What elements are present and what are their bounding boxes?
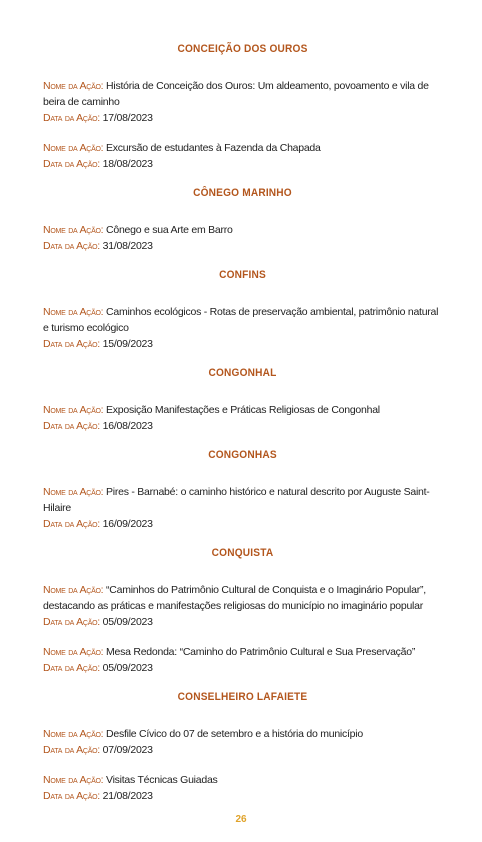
- action-name: Desfile Cívico do 07 de setembro e a história do município: [106, 728, 363, 740]
- action-date: 31/08/2023: [102, 240, 153, 252]
- action-date: 17/08/2023: [102, 112, 153, 124]
- action-item: [43, 582, 442, 630]
- action-date-label: Data da Ação:: [43, 616, 100, 628]
- action-date: 21/08/2023: [102, 790, 153, 802]
- section-congonhas: [43, 448, 442, 532]
- action-date-label: Data da Ação:: [43, 790, 100, 802]
- action-item: [43, 644, 442, 676]
- action-name: História de Conceição dos Ouros: Um aldeamento, povoamento e vila de beira de caminho: [43, 80, 429, 108]
- action-date: 07/09/2023: [102, 744, 153, 756]
- section-confins: [43, 268, 442, 352]
- action-name: Excursão de estudantes à Fazenda da Chapada: [106, 142, 321, 154]
- action-date: 05/09/2023: [102, 662, 153, 674]
- action-date: 15/09/2023: [102, 338, 153, 350]
- action-date: 16/08/2023: [102, 420, 153, 432]
- action-item: [43, 484, 442, 532]
- action-name-label: Nome da Ação:: [43, 584, 104, 596]
- action-name: Caminhos ecológicos - Rotas de preservação ambiental, patrimônio natural e turismo ecológico: [43, 306, 439, 334]
- action-name: Mesa Redonda: “Caminho do Patrimônio Cultural e Sua Preservação”: [106, 646, 416, 658]
- action-name-label: Nome da Ação:: [43, 486, 104, 498]
- action-item: [43, 726, 442, 758]
- action-date-label: Data da Ação:: [43, 744, 100, 756]
- action-item: [43, 78, 442, 126]
- action-name-label: Nome da Ação:: [43, 224, 104, 236]
- city-heading: CONFINS: [219, 269, 266, 281]
- action-date-label: Data da Ação:: [43, 662, 100, 674]
- action-item: [43, 222, 442, 254]
- document-body: [43, 42, 442, 818]
- action-date-label: Data da Ação:: [43, 112, 100, 124]
- action-date-label: Data da Ação:: [43, 240, 100, 252]
- section-conego-marinho: [43, 186, 442, 254]
- action-name: Visitas Técnicas Guiadas: [106, 774, 218, 786]
- action-name: Pires - Barnabé: o caminho histórico e natural descrito por Auguste Saint-Hilaire: [43, 486, 430, 514]
- city-heading: CÔNEGO MARINHO: [193, 187, 292, 199]
- action-date: 16/09/2023: [102, 518, 153, 530]
- action-name-label: Nome da Ação:: [43, 142, 104, 154]
- action-name-label: Nome da Ação:: [43, 728, 104, 740]
- city-heading: CONCEIÇÃO DOS OUROS: [177, 43, 308, 55]
- section-conquista: [43, 546, 442, 676]
- action-name: Exposição Manifestações e Práticas Religiosas de Congonhal: [106, 404, 380, 416]
- action-name-label: Nome da Ação:: [43, 774, 104, 786]
- section-conceicao-dos-ouros: [43, 42, 442, 172]
- action-item: [43, 140, 442, 172]
- section-congonhal: [43, 366, 442, 434]
- action-name: Cônego e sua Arte em Barro: [106, 224, 233, 236]
- action-name-label: Nome da Ação:: [43, 306, 104, 318]
- city-heading: CONGONHAL: [208, 367, 277, 379]
- action-date-label: Data da Ação:: [43, 338, 100, 350]
- action-date-label: Data da Ação:: [43, 420, 100, 432]
- action-item: [43, 402, 442, 434]
- action-name-label: Nome da Ação:: [43, 80, 104, 92]
- page-number: 26: [235, 814, 247, 825]
- city-heading: CONSELHEIRO LAFAIETE: [177, 691, 308, 703]
- action-date-label: Data da Ação:: [43, 158, 100, 170]
- action-date: 05/09/2023: [102, 616, 153, 628]
- action-name-label: Nome da Ação:: [43, 404, 104, 416]
- city-heading: CONGONHAS: [208, 449, 277, 461]
- action-name-label: Nome da Ação:: [43, 646, 104, 658]
- city-heading: CONQUISTA: [211, 547, 274, 559]
- action-name: “Caminhos do Patrimônio Cultural de Conquista e o Imaginário Popular”, destacando as práticas e manifestações religiosas do município no imaginário popular: [43, 584, 426, 612]
- action-date: 18/08/2023: [102, 158, 153, 170]
- action-date-label: Data da Ação:: [43, 518, 100, 530]
- action-item: [43, 304, 442, 352]
- action-item: [43, 772, 442, 804]
- section-conselheiro-lafaiete: [43, 690, 442, 804]
